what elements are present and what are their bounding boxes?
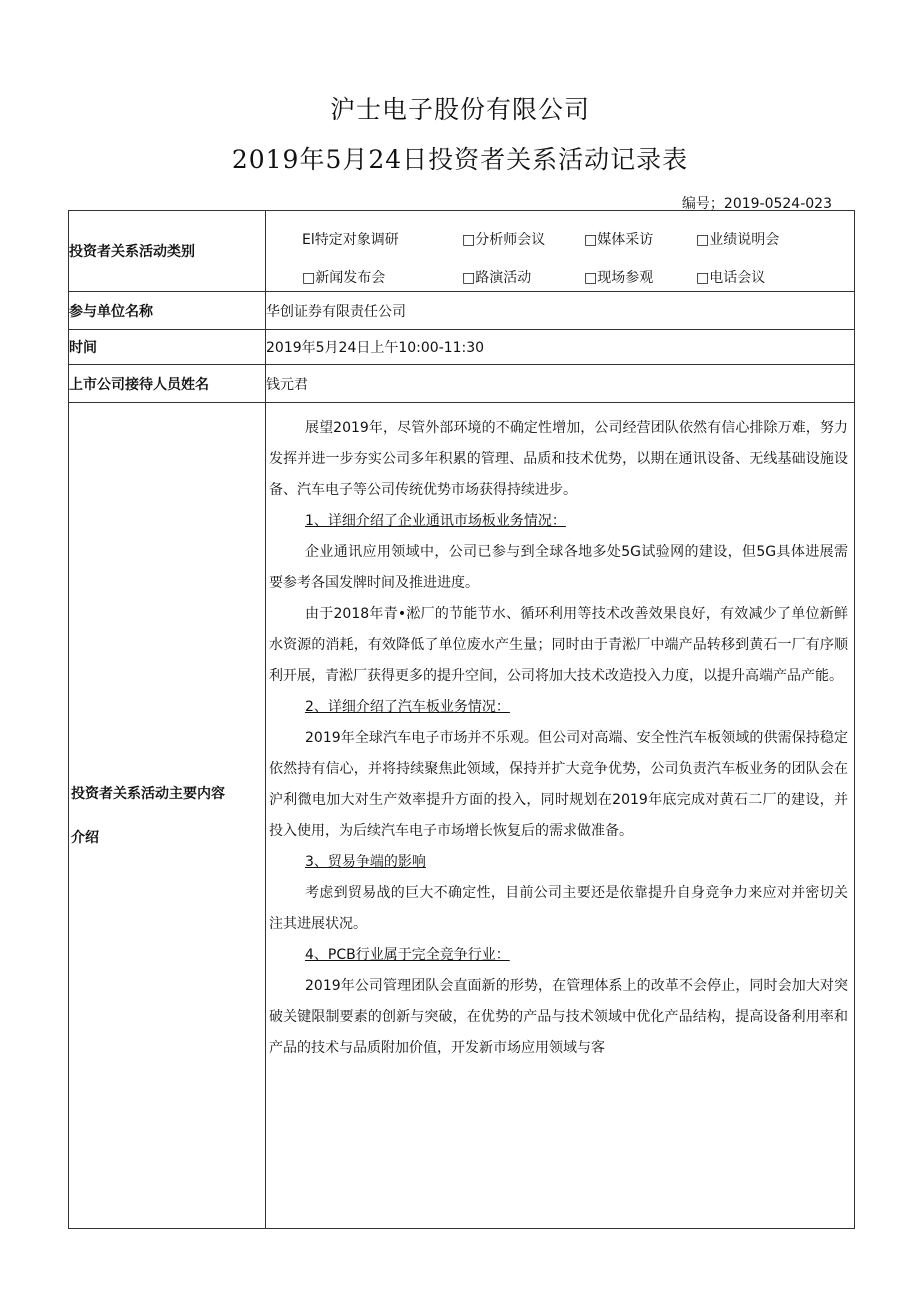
participant-row xyxy=(69,292,855,330)
content-label-line1: 投资者关系活动主要内容 xyxy=(71,785,225,802)
activity-type-row xyxy=(69,211,855,292)
company-title: 沪士电子股份有限公司 xyxy=(329,95,590,124)
document-title: 2019年5月24日投资者关系活动记录表 xyxy=(231,145,689,174)
heading-pcb-industry: 4、PCB行业属于完全竞争行业： xyxy=(305,947,510,963)
heading-automotive: 2、详细介绍了汽车板业务情况： xyxy=(305,699,510,715)
option-analyst-meeting[interactable]: □分析师会议 xyxy=(462,232,546,248)
participant-label: 参与单位名称 xyxy=(69,292,266,330)
option-media-interview[interactable]: □媒体采访 xyxy=(584,232,654,248)
time-value: 2019年5月24日上午10:00-11:30 xyxy=(266,330,855,365)
option-press-conference[interactable]: □新闻发布会 xyxy=(302,270,386,286)
time-label: 时间 xyxy=(69,330,266,365)
heading-trade-dispute: 3、贸易争端的影响 xyxy=(305,854,426,870)
paragraph-qingsong: 由于2018年青•淞厂的节能节水、循环利用等技术改善效果良好，有效减少了单位新鲜水资源的消耗，有效降低了单位废水产生量；同时由于青淞厂中端产品转移到黄石一厂有序顺利开展，青淞厂获得更多的提升空间，公司将加大技术改造投入力度，以提升高端产品产能。 xyxy=(269,606,848,684)
option-roadshow[interactable]: □路演活动 xyxy=(462,270,532,286)
activity-type-label: 投资者关系活动类别 xyxy=(69,211,266,292)
reception-label: 上市公司接待人员姓名 xyxy=(69,365,266,403)
paragraph-management: 2019年公司管理团队会直面新的形势，在管理体系上的改革不会停止，同时会加大对突破关键限制要素的创新与突破，在优势的产品与技术领域中优化产品结构，提高设备利用率和产品的技术与品质附加价值，开发新市场应用领域与客 xyxy=(269,978,848,1056)
paragraph-automotive: 2019年全球汽车电子市场并不乐观。但公司对高端、安全性汽车板领域的供需保持稳定依然持有信心，并将持续聚焦此领域，保持并扩大竞争优势，公司负责汽车板业务的团队会在沪利微电加大对生产效率提升方面的投入，同时规划在2019年底完成对黄石二厂的建设，并投入使用，为后续汽车电子市场增长恢复后的需求做准备。 xyxy=(269,730,848,839)
paragraph-trade-dispute: 考虑到贸易战的巨大不确定性，目前公司主要还是依靠提升自身竞争力来应对并密切关注其进展状况。 xyxy=(269,885,848,932)
option-site-visit[interactable]: □现场参观 xyxy=(584,270,654,286)
paragraph-5g: 企业通讯应用领域中，公司已参与到全球各地多处5G试验网的建设，但5G具体进展需要参考各国发牌时间及推进进度。 xyxy=(269,544,848,591)
paragraph-outlook: 展望2019年，尽管外部环境的不确定性增加，公司经营团队依然有信心排除万难，努力发挥并进一步夯实公司多年积累的管理、品质和技术优势，以期在通讯设备、无线基础设施设备、汽车电子等公司传统优势市场获得持续进步。 xyxy=(269,420,848,498)
content-row xyxy=(69,403,855,1229)
time-row xyxy=(69,330,855,365)
reception-value: 钱元君 xyxy=(266,365,855,403)
option-conference-call[interactable]: □电话会议 xyxy=(696,270,766,286)
content-body xyxy=(266,403,855,1229)
option-results-briefing[interactable]: □业绩说明会 xyxy=(696,232,780,248)
content-label xyxy=(69,403,266,1229)
reception-row xyxy=(69,365,855,403)
option-special-research[interactable]: El特定对象调研 xyxy=(302,232,399,248)
record-table xyxy=(68,210,855,1229)
content-label-line2: 介绍 xyxy=(71,829,99,846)
document-number: 编号；2019-0524-023 xyxy=(681,196,832,212)
heading-communication: 1、详细介绍了企业通讯市场板业务情况： xyxy=(305,513,566,529)
participant-value: 华创证券有限责任公司 xyxy=(266,292,855,330)
activity-type-options xyxy=(266,211,855,292)
